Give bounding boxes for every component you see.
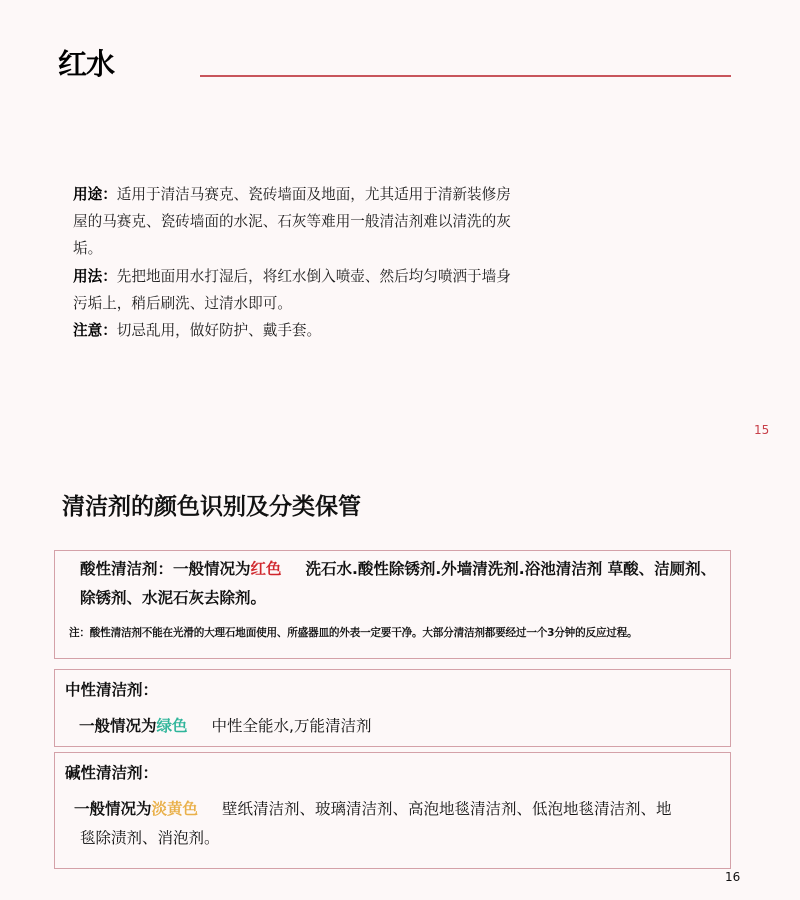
title-divider (200, 75, 731, 77)
method-label: 用法： (73, 267, 117, 285)
usage-label: 用途： (73, 186, 117, 203)
method-paragraph (73, 263, 523, 317)
page-number: 15 (754, 423, 770, 437)
alkaline-cleaner-box (54, 752, 731, 869)
alkaline-products-line1: 壁纸清洁剂、玻璃清洁剂、高泡地毯清洁剂、低泡地毯清洁剂、地 (222, 800, 672, 818)
neutral-color-word: 绿色 (156, 717, 188, 735)
page-title: 红水 (58, 47, 115, 81)
neutral-heading: 中性清洁剂： (65, 681, 159, 699)
page-number: 16 (725, 870, 741, 884)
usage-paragraph (73, 181, 523, 263)
neutral-cleaner-box (54, 669, 731, 747)
acidic-label: 酸性清洁剂：一般情况为 (80, 560, 251, 578)
acidic-color-word: 红色 (250, 560, 282, 578)
section-title: 清洁剂的颜色识别及分类保管 (62, 494, 361, 520)
acidic-cleaner-box (54, 550, 731, 659)
caution-label: 注意： (73, 322, 117, 340)
acidic-note: 注：酸性清洁剂不能在光滑的大理石地面使用、所盛器皿的外表一定要干净。大部分清洁剂都要经过一个3分钟的反应过程。 (69, 627, 638, 639)
usage-text: 适用于清洁马赛克、瓷砖墙面及地面，尤其适用于清新装修房屋的马赛克、瓷砖墙面的水泥、石灰等难用一般清洁剂难以清洗的灰垢。 (73, 186, 511, 258)
alkaline-color-word: 淡黄色 (151, 800, 199, 818)
alkaline-label: 一般情况为 (74, 800, 152, 818)
acidic-products: 洗石水.酸性除锈剂.外墙清洗剂.浴池清洁剂 草酸、洁厕剂、除锈剂、水泥石灰去除剂。 (80, 560, 717, 607)
method-text: 先把地面用水打湿后，将红水倒入喷壶、然后均匀喷洒于墙身污垢上，稍后刷洗、过清水即可。 (73, 267, 511, 312)
description-block (73, 181, 523, 344)
neutral-products: 中性全能水,万能清洁剂 (211, 717, 372, 735)
alkaline-products-line2: 毯除渍剂、消泡剂。 (80, 828, 220, 847)
caution-paragraph (73, 317, 523, 344)
neutral-label: 一般情况为 (79, 717, 157, 735)
caution-text: 切忌乱用，做好防护、戴手套。 (116, 322, 322, 340)
alkaline-heading: 碱性清洁剂： (65, 764, 159, 782)
acidic-description (80, 555, 720, 612)
neutral-description (79, 714, 371, 738)
alkaline-description (74, 795, 722, 852)
